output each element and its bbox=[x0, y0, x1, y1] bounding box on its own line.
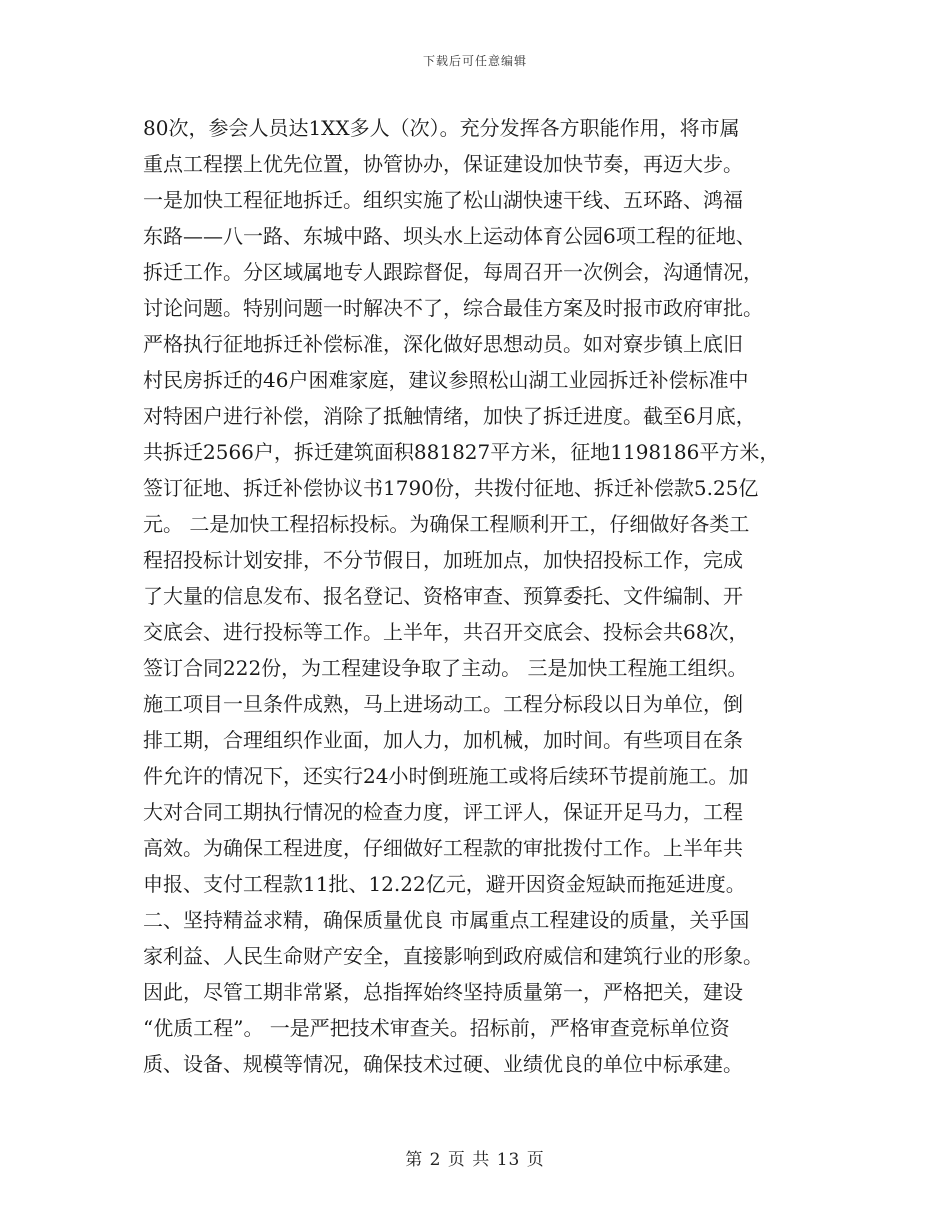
text-line: 一是加快工程征地拆迁。组织实施了松山湖快速干线、五环路、鸿福 bbox=[143, 188, 743, 212]
text-line: 重点工程摆上优先位置，协管协办，保证建设加快节奏，再迈大步。 bbox=[143, 152, 743, 176]
text-line: 程招投标计划安排，不分节假日，加班加点，加快招投标工作，完成 bbox=[143, 548, 743, 572]
text-line: 严格执行征地拆迁补偿标准，深化做好思想动员。如对寮步镇上底旧 bbox=[143, 332, 743, 356]
text-line: 讨论问题。特别问题一时解决不了，综合最佳方案及时报市政府审批。 bbox=[143, 296, 763, 320]
text-line: 因此，尽管工期非常紧，总指挥始终坚持质量第一，严格把关，建设 bbox=[143, 980, 743, 1004]
text-line: 二、坚持精益求精，确保质量优良 市属重点工程建设的质量，关乎国 bbox=[143, 908, 750, 932]
text-line: 签订征地、拆迁补偿协议书1790份，共拨付征地、拆迁补偿款5.25亿 bbox=[143, 476, 759, 500]
text-line: 交底会、进行投标等工作。上半年，共召开交底会、投标会共68次， bbox=[143, 620, 749, 644]
text-line: 件允许的情况下，还实行24小时倒班施工或将后续环节提前施工。加 bbox=[143, 764, 749, 788]
text-line: 签订合同222份，为工程建设争取了主动。 三是加快工程施工组织。 bbox=[143, 656, 748, 680]
text-line: 质、设备、规模等情况，确保技术过硬、业绩优良的单位中标承建。 bbox=[143, 1052, 743, 1076]
text-line: 施工项目一旦条件成熟，马上进场动工。工程分标段以日为单位，倒 bbox=[143, 692, 743, 716]
page-header: 下载后可任意编辑 bbox=[422, 54, 527, 68]
body-text bbox=[143, 110, 813, 1082]
text-line: 东路——八一路、东城中路、坝头水上运动体育公园6项工程的征地、 bbox=[143, 224, 756, 248]
text-line: 村民房拆迁的46户困难家庭，建议参照松山湖工业园拆迁补偿标准中 bbox=[143, 368, 749, 392]
text-line: 排工期，合理组织作业面，加人力，加机械，加时间。有些项目在条 bbox=[143, 728, 743, 752]
text-line: 申报、支付工程款11批、12.22亿元，避开因资金短缺而拖延进度。 bbox=[143, 872, 746, 896]
text-line: 了大量的信息发布、报名登记、资格审查、预算委托、文件编制、开 bbox=[143, 584, 743, 608]
text-line: 80次，参会人员达1XX多人（次）。充分发挥各方职能作用，将市属 bbox=[143, 116, 740, 140]
text-line: 对特困户进行补偿，消除了抵触情绪，加快了拆迁进度。截至6月底， bbox=[143, 404, 756, 428]
text-line: “优质工程”。 一是严把技术审查关。招标前，严格审查竞标单位资 bbox=[143, 1016, 730, 1040]
text-line: 大对合同工期执行情况的检查力度，评工评人，保证开足马力，工程 bbox=[143, 800, 743, 824]
text-line: 高效。为确保工程进度，仔细做好工程款的审批拨付工作。上半年共 bbox=[143, 836, 743, 860]
text-line: 家利益、人民生命财产安全，直接影响到政府威信和建筑行业的形象。 bbox=[143, 944, 763, 968]
text-line: 共拆迁2566户，拆迁建筑面积881827平方米，征地1198186平方米， bbox=[143, 440, 780, 464]
text-line: 拆迁工作。分区域属地专人跟踪督促，每周召开一次例会，沟通情况， bbox=[143, 260, 763, 284]
page-number: 第 2 页 共 13 页 bbox=[405, 1150, 545, 1170]
text-line: 元。 二是加快工程招标投标。为确保工程顺利开工，仔细做好各类工 bbox=[143, 512, 750, 536]
